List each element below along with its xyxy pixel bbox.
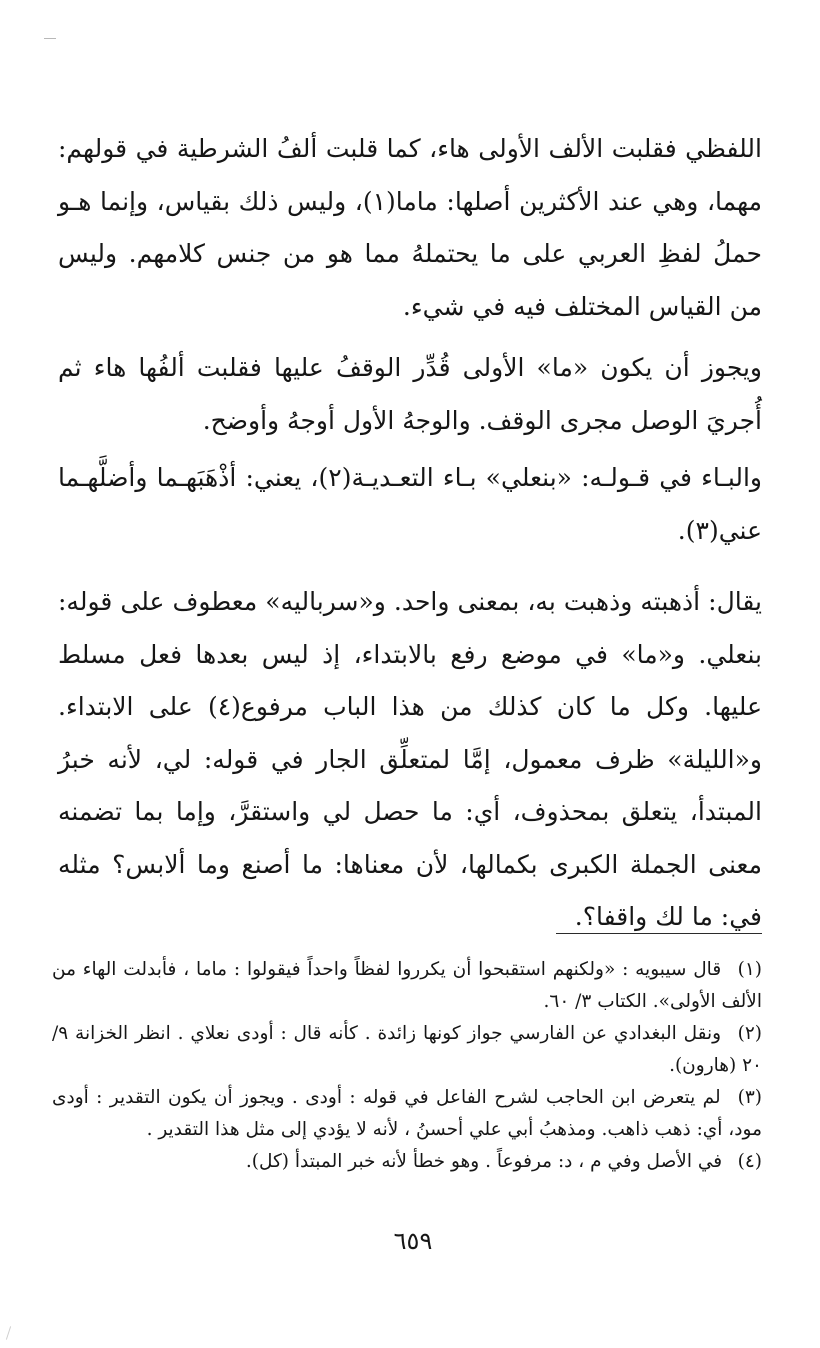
footnote	[52, 1146, 762, 1178]
footnote-text: لم يتعرض ابن الحاجب لشرح الفاعل في قوله : أودى . ويجوز أن يكون التقدير : أودى مود، أي: ذهب ذاهب. ومذهبُ أبي علي أحسنُ ، لأنه لا يؤدي إلى مثل هذا التقدير .	[52, 1087, 762, 1140]
footnote-number: (٣)	[737, 1087, 762, 1108]
footnote-number: (١)	[737, 959, 762, 980]
footnote-separator	[556, 933, 762, 934]
scan-mark	[44, 38, 56, 39]
footnote-number: (٤)	[737, 1151, 762, 1172]
body-paragraph: يقال: أذهبته وذهبت به، بمعنى واحد. و«سرباليه» معطوف على قوله: بنعلي. و«ما» في موضع رفع بالابتداء، إذ ليس بعدها فعل مسلط عليها. وكل ما كان كذلك من هذا الباب مرفوع(٤) على الابتداء. و«الليلة» ظرف معمول، إمَّا لمتعلِّق الجار في قوله: لي، لأنه خبرُ المبتدأ، يتعلق بمحذوف، أي: ما حصل لي واستقرَّ، وإما بما تضمنه معنى الجملة الكبرى بكمالها، لأن معناها: ما أصنع وما ألابس؟ مثله في: ما لك واقفا؟.	[58, 587, 763, 931]
scan-mark	[6, 1326, 11, 1340]
footnote	[52, 954, 762, 1018]
body-paragraph: ويجوز أن يكون «ما» الأولى قُدِّر الوقفُ عليها فقلبت ألفُها هاء ثم أُجريَ الوصل مجرى الوقف. والوجهُ الأول أوجهُ وأوضح.	[58, 353, 762, 435]
footnote	[52, 1082, 762, 1146]
body-paragraph: اللفظي فقلبت الألف الأولى هاء، كما قلبت ألفُ الشرطية في قولهم: مهما، وهي عند الأكثرين أصلها: ماما(١)، وليس ذلك بقياس، وإنما هـو حملُ لفظِ العربي على ما يحتملهُ مما هو من جنس كلامهم. وليس من القياس المختلف فيه في شيء.	[58, 134, 762, 321]
footnote	[52, 1018, 762, 1082]
footnotes	[52, 954, 762, 1178]
body-paragraph: والبـاء في قـولـه: «بنعلي» بـاء التعـديـة(٢)، يعني: أذْهَبَهـما وأضلَّهـما عني(٣).	[58, 463, 762, 545]
footnote-number: (٢)	[737, 1023, 762, 1044]
footnote-text: قال سيبويه : «ولكنهم استقبحوا أن يكرروا لفظاً واحداً فيقولوا : ماما ، فأبدلت الهاء من الألف الأولى». الكتاب ٣/ ٦٠.	[52, 959, 762, 1012]
footnote-text: ونقل البغدادي عن الفارسي جواز كونها زائدة . كأنه قال : أودى نعلاي . انظر الخزانة ٩/ ٢٠ (هارون).	[52, 1023, 762, 1076]
page-number: ٦٥٩	[393, 1227, 433, 1255]
footnote-text: في الأصل وفي م ، د: مرفوعاً . وهو خطأ لأنه خبر المبتدأ (كل).	[245, 1151, 723, 1172]
